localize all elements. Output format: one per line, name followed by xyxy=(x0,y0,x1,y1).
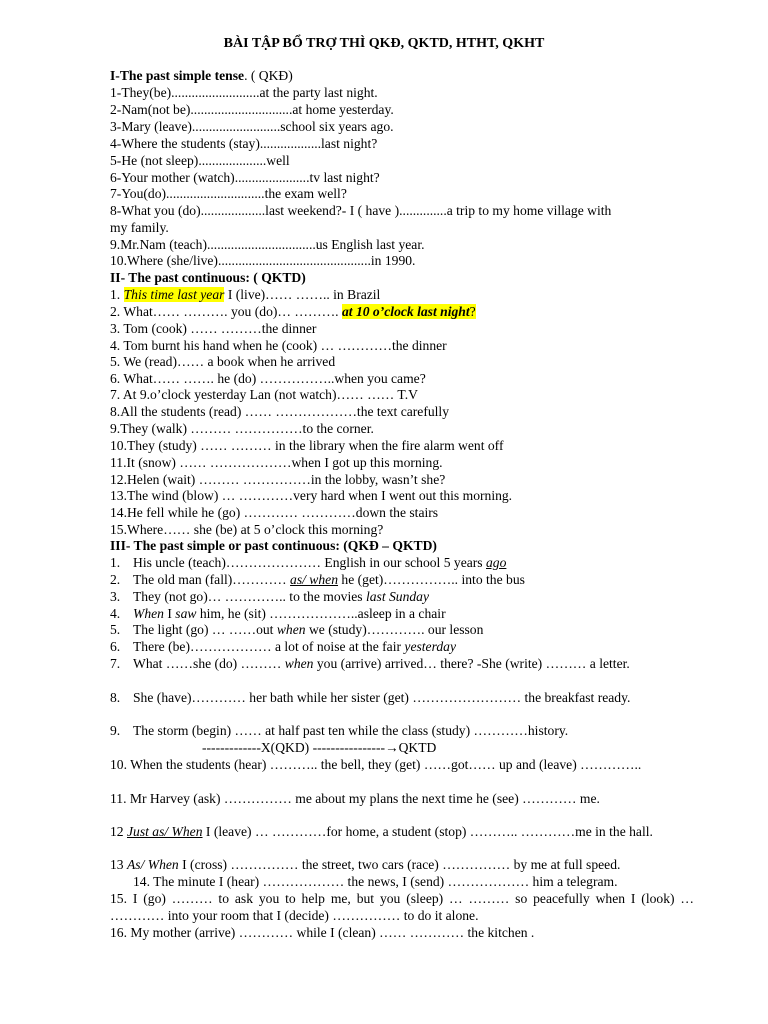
exercise-item xyxy=(110,857,694,873)
exercise-item: 10. When the students (hear) ……….. the bell, they (get) ……got…… up and (leave) ………….. xyxy=(110,757,642,772)
item-prefix: 1. xyxy=(110,287,124,302)
time-expression: ago xyxy=(486,555,507,570)
item-number: 9. xyxy=(110,723,121,738)
exercise-item: 14.He fell while he (go) ………… …………down the stairs xyxy=(110,505,439,520)
item-rest: ? xyxy=(469,304,476,319)
item-text: What ……she (do) ……… xyxy=(133,656,285,671)
exercise-item: 4-Where the students (stay)..................last night? xyxy=(110,136,378,151)
exercise-item: 15.Where…… she (be) at 5 o’clock this morning? xyxy=(110,522,384,537)
exercise-item: 8-What you (do)...................last weekend?- I ( have )..............a trip to my home village with xyxy=(110,203,612,218)
item-text: you (arrive) arrived… there? -She (write) ……… a letter. xyxy=(313,656,630,671)
exercise-item xyxy=(133,555,694,572)
exercise-item xyxy=(133,572,694,589)
exercise-item: my family. xyxy=(110,220,169,235)
exercise-item xyxy=(110,824,694,841)
timeline-note: -------------X(QKD) ----------------→QKTD xyxy=(202,740,437,755)
exercise-item: 10.Where (she/live).............................................in 1990. xyxy=(110,253,416,268)
time-expression: when xyxy=(276,622,306,637)
item-number: 2. xyxy=(110,572,121,587)
time-expression: last Sunday xyxy=(365,589,430,604)
exercise-item: 15. I (go) ……… to ask you to help me, but you (sleep) … ……… so peacefully when I (look) … ………… into your room that I (decide) …………… to do it alone. xyxy=(110,891,694,923)
verb-hint: saw xyxy=(175,606,197,621)
worksheet-title: BÀI TẬP BỔ TRỢ THÌ QKĐ, QKTD, HTHT, QKHT xyxy=(223,36,545,51)
exercise-item: 7-You(do).............................the exam well? xyxy=(110,186,347,201)
item-rest: I (live)…… …….. in Brazil xyxy=(224,287,381,302)
exercise-item: 8.All the students (read) …… ………………the text carefully xyxy=(110,404,450,419)
section-3-heading: III- The past simple or past continuous: (QKĐ – QKTD) xyxy=(110,538,437,553)
time-expression: As/ When xyxy=(127,857,179,872)
section-1-heading-rest: . ( QKĐ) xyxy=(244,68,293,83)
item-text: I (cross) …………… the street, two cars (race) …………… by me at full speed. xyxy=(178,857,621,872)
exercise-item: 11. Mr Harvey (ask) …………… me about my plans the next time he (see) ………… me. xyxy=(110,791,600,806)
exercise-item xyxy=(133,656,694,673)
item-text: The old man (fall)………… xyxy=(133,572,291,587)
exercise-item xyxy=(133,639,694,656)
item-number: 8. xyxy=(110,690,121,705)
exercise-item: 10.They (study) …… ……… in the library when the fire alarm went off xyxy=(110,438,504,453)
exercise-item xyxy=(133,589,694,606)
item-text: I xyxy=(163,606,176,621)
item-number: 3. xyxy=(110,589,121,604)
section-1-heading xyxy=(110,68,694,84)
item-number: 12 xyxy=(110,824,127,839)
item-prefix: 2. What…… ………. you (do)… ………. xyxy=(110,304,342,319)
exercise-item: 6-Your mother (watch)......................tv last night? xyxy=(110,170,380,185)
exercise-item: 9.Mr.Nam (teach)................................us English last year. xyxy=(110,237,425,252)
time-expression: When xyxy=(133,606,164,621)
exercise-item: 16. My mother (arrive) ………… while I (clean) …… ………… the kitchen . xyxy=(110,925,535,940)
exercise-item: She (have)………… her bath while her sister (get) …………………… the breakfast ready. xyxy=(133,690,631,705)
item-number: 7. xyxy=(110,656,121,671)
item-text: I (leave) … …………for home, a student (stop) ……….. …………me in the hall. xyxy=(202,824,653,839)
exercise-item: 3-Mary (leave)..........................school six years ago. xyxy=(110,119,394,134)
exercise-item: 5. We (read)…… a book when he arrived xyxy=(110,354,336,369)
item-number: 6. xyxy=(110,639,121,654)
exercise-item: The storm (begin) …… at half past ten while the class (study) …………history. xyxy=(133,723,569,738)
exercise-item xyxy=(133,606,694,623)
time-expression: when xyxy=(284,656,314,671)
exercise-item: 11.It (snow) …… ………………when I got up this morning. xyxy=(110,455,443,470)
exercise-item xyxy=(110,304,694,320)
exercise-item xyxy=(133,622,694,639)
highlighted-phrase: at 10 o’clock last night xyxy=(341,304,470,319)
item-number: 13 xyxy=(110,857,127,872)
exercise-item: 13.The wind (blow) … …………very hard when I went out this morning. xyxy=(110,488,513,503)
exercise-item: 14. The minute I (hear) ……………… the news, I (send) ……………… him a telegram. xyxy=(133,874,618,889)
exercise-item: 7. At 9.o’clock yesterday Lan (not watch)…… …… T.V xyxy=(110,387,418,402)
highlighted-phrase: This time last year xyxy=(123,287,225,302)
exercise-item: 3. Tom (cook) …… ………the dinner xyxy=(110,321,317,336)
item-text: The light (go) … ……out xyxy=(133,622,277,637)
exercise-item: 6. What…… ……. he (do) ……………..when you came? xyxy=(110,371,426,386)
time-expression: Just as/ When xyxy=(127,824,203,839)
exercise-item: 1-They(be)..........................at the party last night. xyxy=(110,85,378,100)
item-text: him, he (sit) ………………..asleep in a chair xyxy=(196,606,446,621)
item-number: 5. xyxy=(110,622,121,637)
exercise-item: 12.Helen (wait) ……… ……………in the lobby, wasn’t she? xyxy=(110,472,446,487)
item-text: His uncle (teach)………………… English in our school 5 years xyxy=(133,555,486,570)
item-number: 4. xyxy=(110,606,121,621)
exercise-item xyxy=(110,287,694,303)
section-1-heading-bold: I-The past simple tense xyxy=(110,68,245,83)
exercise-item: 5-He (not sleep)....................well xyxy=(110,153,290,168)
item-text: There (be)……………… a lot of noise at the fair xyxy=(133,639,405,654)
exercise-item: 4. Tom burnt his hand when he (cook) … …………the dinner xyxy=(110,338,447,353)
time-expression: as/ when xyxy=(290,572,339,587)
section-2-heading: II- The past continuous: ( QKTD) xyxy=(110,270,306,285)
exercise-item: 9.They (walk) ……… ……………to the corner. xyxy=(110,421,374,436)
item-text: we (study)…………. our lesson xyxy=(305,622,484,637)
item-text: he (get)…………….. into the bus xyxy=(338,572,525,587)
exercise-item: 2-Nam(not be)..............................at home yesterday. xyxy=(110,102,394,117)
item-number: 1. xyxy=(110,555,121,570)
time-expression: yesterday xyxy=(404,639,457,654)
item-text: They (not go)… ………….. to the movies xyxy=(133,589,366,604)
